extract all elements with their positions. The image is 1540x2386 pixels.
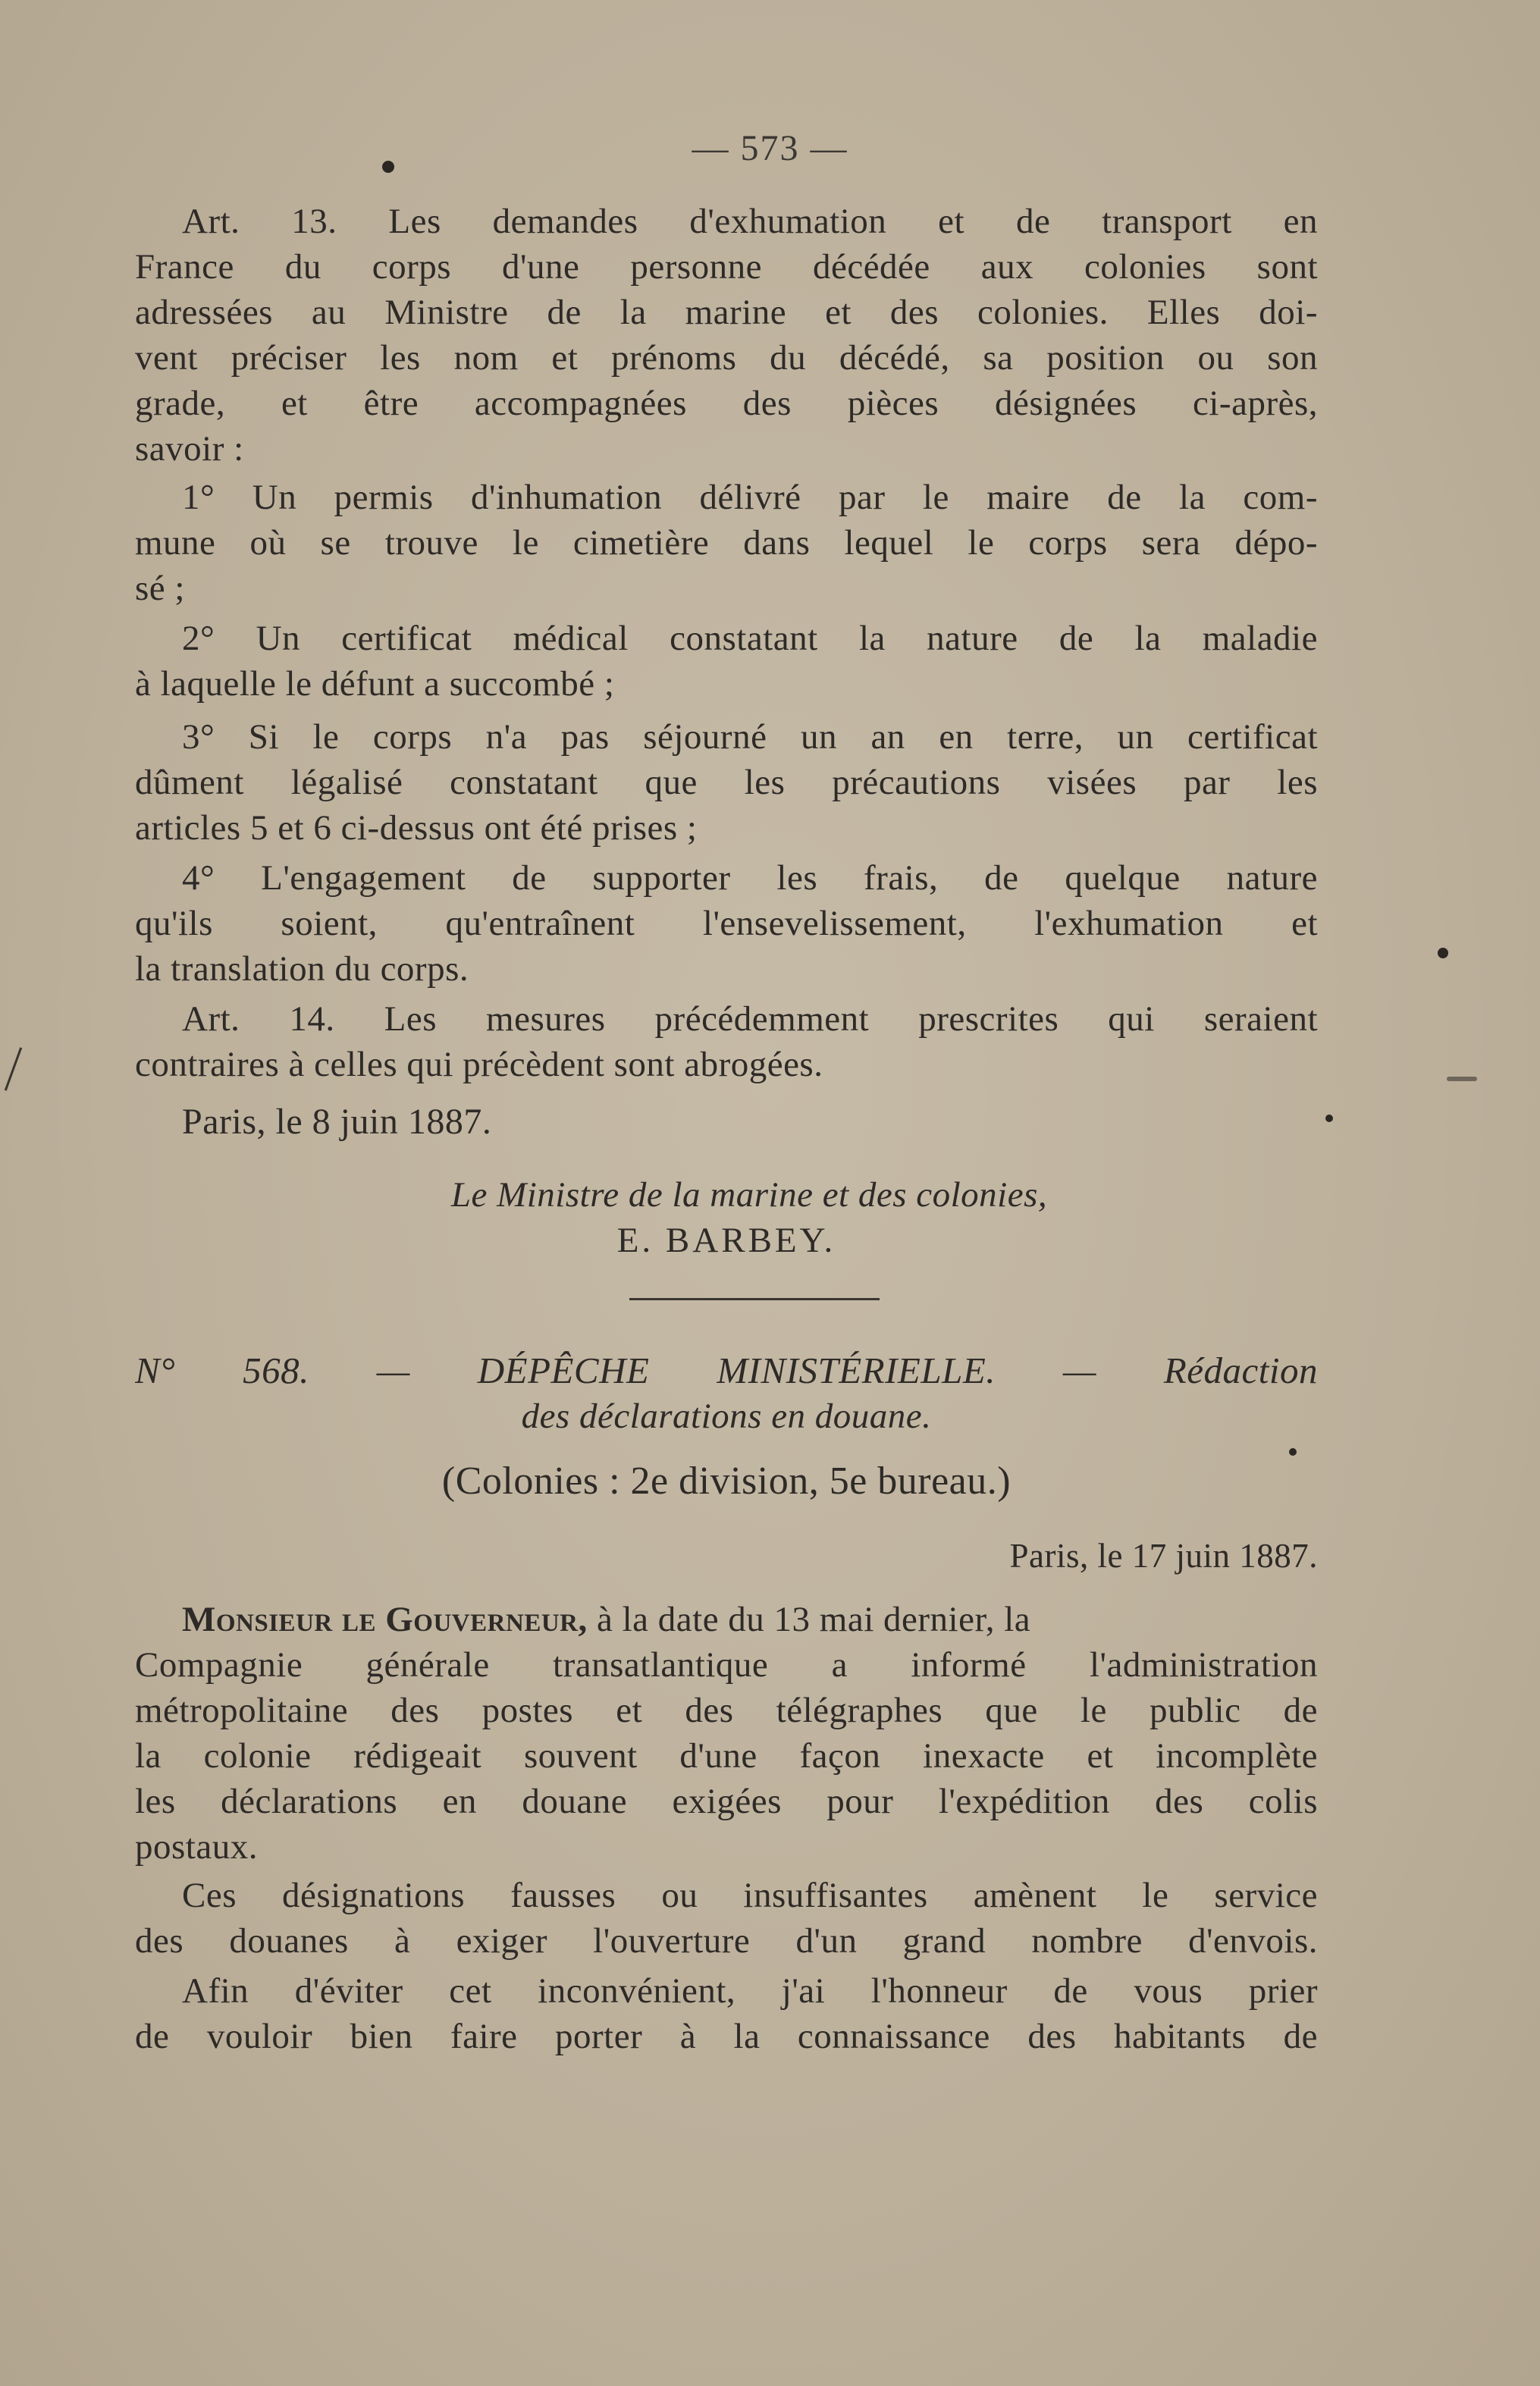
paragraph-2 <box>135 1873 1318 1964</box>
doc-date-line <box>135 1533 1318 1579</box>
text-line: les déclarations en douane exigées pour l'expédition des colis <box>135 1782 1318 1821</box>
signature-name: E. BARBEY. <box>616 1221 836 1260</box>
division-text: (Colonies : 2e division, 5e bureau.) <box>441 1460 1012 1503</box>
text-line: la colonie rédigeait souvent d'une façon inexacte et incomplète <box>135 1736 1318 1776</box>
doc-568-heading <box>135 1348 1318 1439</box>
text-line: contraires à celles qui précèdent sont abrogées. <box>135 1045 823 1084</box>
article-13 <box>135 199 1318 472</box>
text-line: Afin d'éviter cet inconvénient, j'ai l'honneur de vous prier <box>182 1971 1318 2011</box>
text-line: articles 5 et 6 ci-dessus ont été prises ; <box>135 808 698 848</box>
text-line: à laquelle le défunt a succombé ; <box>135 664 615 704</box>
text-line: sé ; <box>135 569 185 608</box>
date-line <box>135 1099 1318 1145</box>
text-line: la translation du corps. <box>135 949 469 989</box>
text-line: 1° Un permis d'inhumation délivré par le maire de la com- <box>182 478 1318 517</box>
text-line: Art. 13. Les demandes d'exhumation et de transport en <box>182 202 1318 241</box>
text-line: dûment légalisé constatant que les précautions visées par les <box>135 763 1318 802</box>
division-line <box>135 1459 1318 1504</box>
margin-mark <box>1447 1077 1477 1081</box>
text-line: vent préciser les nom et prénoms du décédé, sa position ou son <box>135 338 1318 378</box>
text-line: 2° Un certificat médical constatant la nature de la maladie <box>182 619 1318 658</box>
signature-block <box>135 1172 1318 1263</box>
paragraph-1 <box>135 1597 1318 1870</box>
text-line: Compagnie générale transatlantique a informé l'administration <box>135 1645 1318 1685</box>
page-number: — 573 — <box>692 128 848 168</box>
item-4 <box>135 855 1318 992</box>
text-line: de vouloir bien faire porter à la connaissance des habitants de <box>135 2017 1318 2056</box>
text-line <box>135 1597 1318 1642</box>
text-fragment: à la date du 13 mai dernier, la <box>597 1600 1031 1639</box>
text-line: qu'ils soient, qu'entraînent l'ensevelissement, l'exhumation et <box>135 904 1318 943</box>
text-line: 4° L'engagement de supporter les frais, de quelque nature <box>182 858 1318 898</box>
ink-speck <box>382 161 394 173</box>
doc-subheading: des déclarations en douane. <box>521 1397 932 1436</box>
text-line: savoir : <box>135 429 244 469</box>
item-1 <box>135 475 1318 611</box>
item-2 <box>135 616 1318 707</box>
text-line: Ces désignations fausses ou insuffisantes amènent le service <box>182 1876 1318 1915</box>
salutation: Monsieur le Gouverneur, <box>182 1600 588 1639</box>
date-text: Paris, le 8 juin 1887. <box>182 1102 492 1142</box>
margin-mark <box>5 1047 22 1090</box>
article-14 <box>135 996 1318 1087</box>
text-line: France du corps d'une personne décédée aux colonies sont <box>135 247 1318 287</box>
text-line: 3° Si le corps n'a pas séjourné un an en terre, un certificat <box>182 717 1318 757</box>
ink-speck <box>1325 1115 1333 1122</box>
text-line: postaux. <box>135 1827 258 1867</box>
text-line: métropolitaine des postes et des télégraphes que le public de <box>135 1691 1318 1730</box>
text-line: mune où se trouve le cimetière dans lequel le corps sera dépo- <box>135 523 1318 563</box>
signature-title: Le Ministre de la marine et des colonies, <box>450 1175 1048 1215</box>
doc-date: Paris, le 17 juin 1887. <box>1009 1537 1318 1575</box>
text-line: Art. 14. Les mesures précédemment prescrites qui seraient <box>182 999 1318 1039</box>
separator-rule <box>629 1298 880 1300</box>
ink-speck <box>1438 948 1448 958</box>
ink-speck <box>1289 1448 1297 1456</box>
item-3 <box>135 714 1318 851</box>
text-line: grade, et être accompagnées des pièces désignées ci-après, <box>135 384 1318 423</box>
paragraph-3 <box>135 1968 1318 2059</box>
doc-heading: N° 568. — DÉPÊCHE MINISTÉRIELLE. — Rédaction <box>135 1350 1318 1391</box>
text-line: adressées au Ministre de la marine et des colonies. Elles doi- <box>135 293 1318 332</box>
text-line: des douanes à exiger l'ouverture d'un grand nombre d'envois. <box>135 1921 1318 1961</box>
